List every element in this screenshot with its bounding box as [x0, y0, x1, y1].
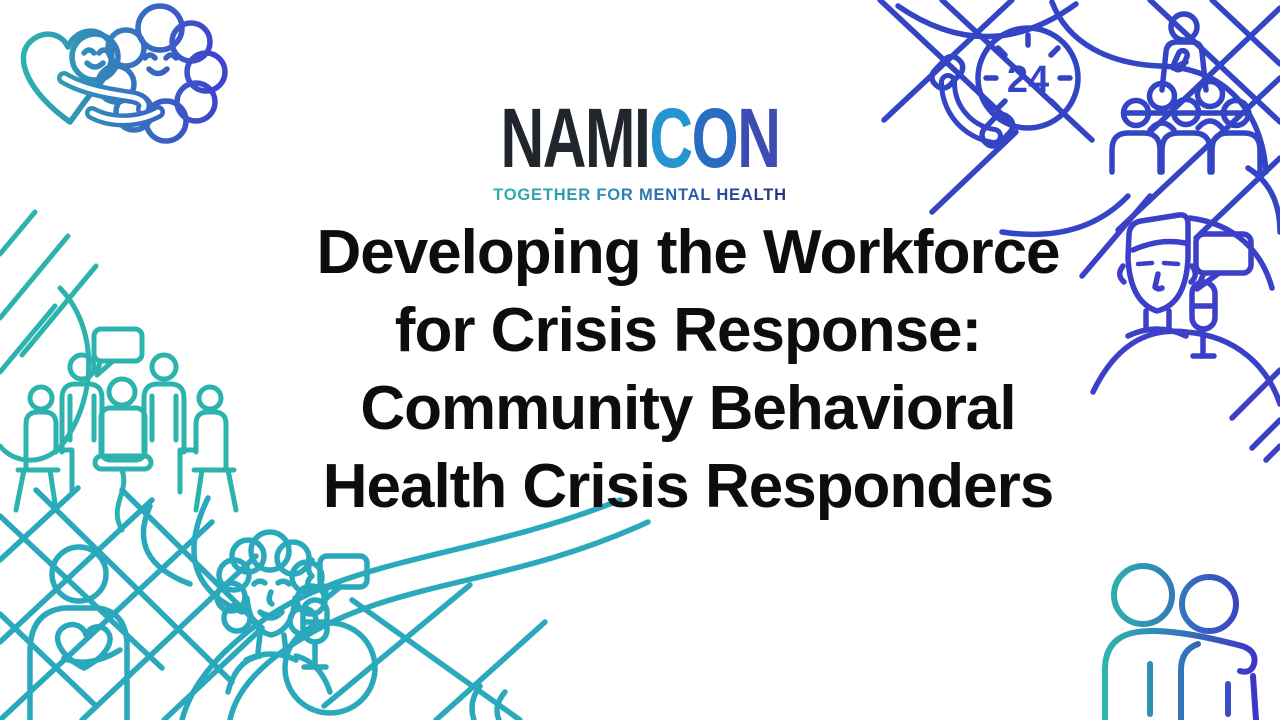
crosshatch-pattern [0, 212, 96, 460]
title-line-2: for Crisis Response: [394, 296, 982, 365]
logo-tagline-row [0, 186, 1280, 205]
title-line-4: Health Crisis Responders [322, 452, 1054, 521]
logo-letter-n: N [737, 91, 780, 185]
logo-tagline: TOGETHER FOR MENTAL HEALTH [493, 186, 787, 204]
logo-nami-text: NAMI [500, 91, 650, 185]
title-line-1: Developing the Workforce [316, 218, 1060, 287]
friends-shoulder-hug-icon [1105, 566, 1256, 720]
logo-letter-c: C [649, 91, 692, 185]
slide-title [96, 214, 1280, 526]
title-line-3: Community Behavioral [360, 374, 1016, 443]
namicon-logo [0, 91, 1280, 205]
logo-wordmark [179, 91, 1101, 185]
clock-24-label: 24 [1006, 59, 1050, 101]
logo-letter-o: O [691, 91, 738, 185]
